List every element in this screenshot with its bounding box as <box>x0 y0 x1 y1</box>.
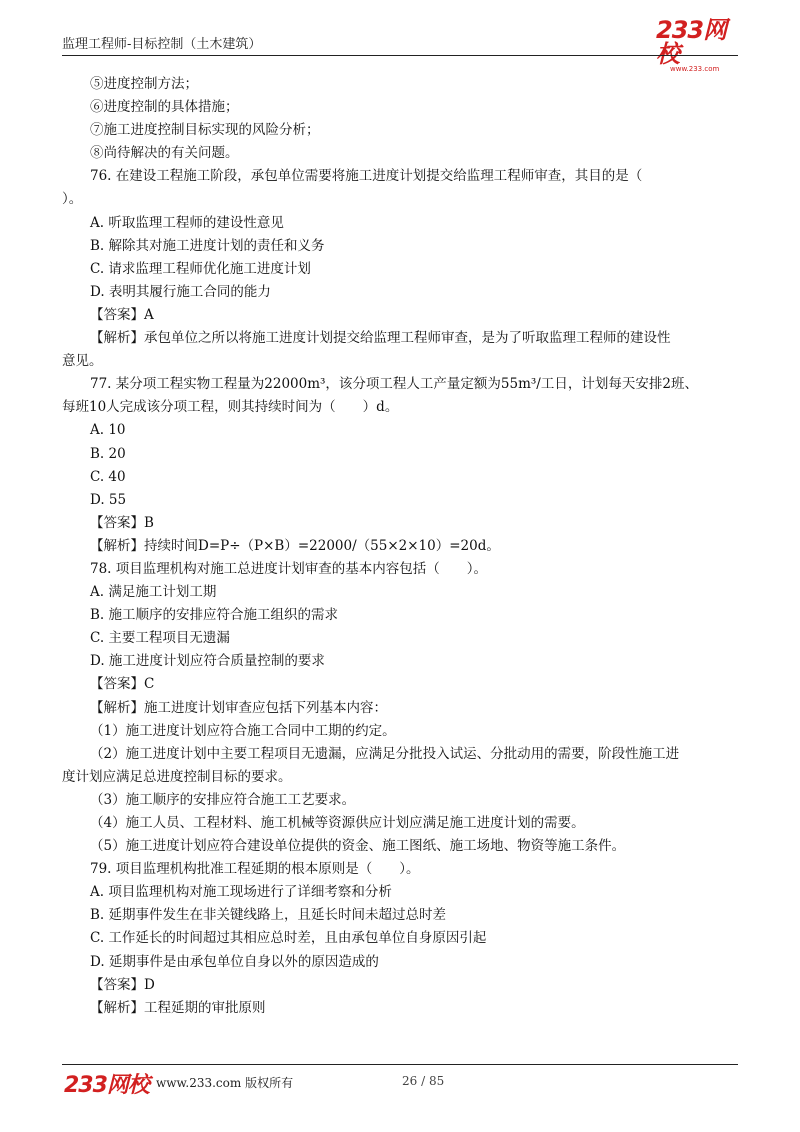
text-line: ）。 <box>62 191 83 208</box>
text-line: ⑦施工进度控制目标实现的风险分析； <box>90 122 320 139</box>
text-line: C. 主要工程项目无遗漏 <box>90 630 230 647</box>
text-line: A. 10 <box>90 422 126 439</box>
text-line: C. 40 <box>90 468 126 485</box>
text-line: 76. 在建设工程施工阶段，承包单位需要将施工进度计划提交给监理工程师审查，其目的是（ <box>90 168 643 185</box>
text-line: （5）施工进度计划应符合建设单位提供的资金、施工图纸、施工场地、物资等施工条件。 <box>90 838 626 855</box>
text-line: D. 施工进度计划应符合质量控制的要求 <box>90 653 325 670</box>
text-line: （3）施工顺序的安排应符合施工工艺要求。 <box>90 791 356 808</box>
text-line: D. 表明其履行施工合同的能力 <box>90 283 271 300</box>
brand-logo[interactable] <box>656 16 746 73</box>
text-line: ⑥进度控制的具体措施； <box>90 99 239 116</box>
text-line: D. 55 <box>90 491 127 508</box>
text-line: 【解析】持续时间D=P÷（P×B）=22000/（55×2×10）=20d。 <box>90 537 500 554</box>
text-line: B. 20 <box>90 445 126 462</box>
text-line: 【答案】C <box>90 676 155 693</box>
text-line: C. 请求监理工程师优化施工进度计划 <box>90 260 311 277</box>
text-line: ⑧尚待解决的有关问题。 <box>90 145 239 162</box>
text-line: A. 满足施工计划工期 <box>90 584 217 601</box>
text-line: 【答案】D <box>90 976 155 993</box>
footer-divider <box>62 1064 738 1065</box>
text-line: C. 工作延长的时间超过其相应总时差，且由承包单位自身原因引起 <box>90 930 487 947</box>
footer-logo[interactable]: 233网校 <box>64 1073 149 1098</box>
text-line: 意见。 <box>62 353 103 370</box>
text-line: 78. 项目监理机构对施工总进度计划审查的基本内容包括（ ）。 <box>90 560 488 577</box>
text-line: 【答案】B <box>90 514 154 531</box>
logo-text: 233网校 <box>656 16 727 68</box>
page-number: 26 / 85 <box>402 1074 445 1088</box>
text-line: 【答案】A <box>90 306 154 323</box>
text-line: （2）施工进度计划中主要工程项目无遗漏，应满足分批投入试运、分批动用的需要，阶段性施工进 <box>90 745 680 762</box>
page-footer <box>62 1064 738 1104</box>
footer-copyright: www.233.com 版权所有 <box>156 1076 294 1090</box>
text-line: B. 解除其对施工进度计划的责任和义务 <box>90 237 325 254</box>
document-title: 监理工程师-目标控制（土木建筑） <box>62 37 262 52</box>
page-header <box>62 0 738 73</box>
text-line: 每班10人完成该分项工程，则其持续时间为（ ）d。 <box>62 399 399 416</box>
text-line: A. 项目监理机构对施工现场进行了详细考察和分析 <box>90 884 392 901</box>
logo-url: www.233.com <box>670 65 720 73</box>
header-divider <box>62 55 738 56</box>
text-line: 度计划应满足总进度控制目标的要求。 <box>62 768 292 785</box>
text-line: ⑤进度控制方法； <box>90 76 198 92</box>
text-line: 【解析】工程延期的审批原则 <box>90 999 266 1016</box>
text-line: 79. 项目监理机构批准工程延期的根本原则是（ ）。 <box>90 861 420 878</box>
text-line: D. 延期事件是由承包单位自身以外的原因造成的 <box>90 953 379 970</box>
text-line: （4）施工人员、工程材料、施工机械等资源供应计划应满足施工进度计划的需要。 <box>90 815 585 831</box>
document-body <box>62 73 740 1020</box>
text-line: （1）施工进度计划应符合施工合同中工期的约定。 <box>90 722 396 739</box>
text-line: B. 施工顺序的安排应符合施工组织的需求 <box>90 607 339 624</box>
text-line: A. 听取监理工程师的建设性意见 <box>90 214 284 231</box>
text-line: B. 延期事件发生在非关键线路上，且延长时间未超过总时差 <box>90 907 447 924</box>
text-line: 77. 某分项工程实物工程量为22000m³，该分项工程人工产量定额为55m³/工日，计划每天安排2班、 <box>90 376 698 393</box>
text-line: 【解析】施工进度计划审查应包括下列基本内容： <box>90 699 387 716</box>
text-line: 【解析】承包单位之所以将施工进度计划提交给监理工程师审查，是为了听取监理工程师的建设性 <box>90 330 671 347</box>
